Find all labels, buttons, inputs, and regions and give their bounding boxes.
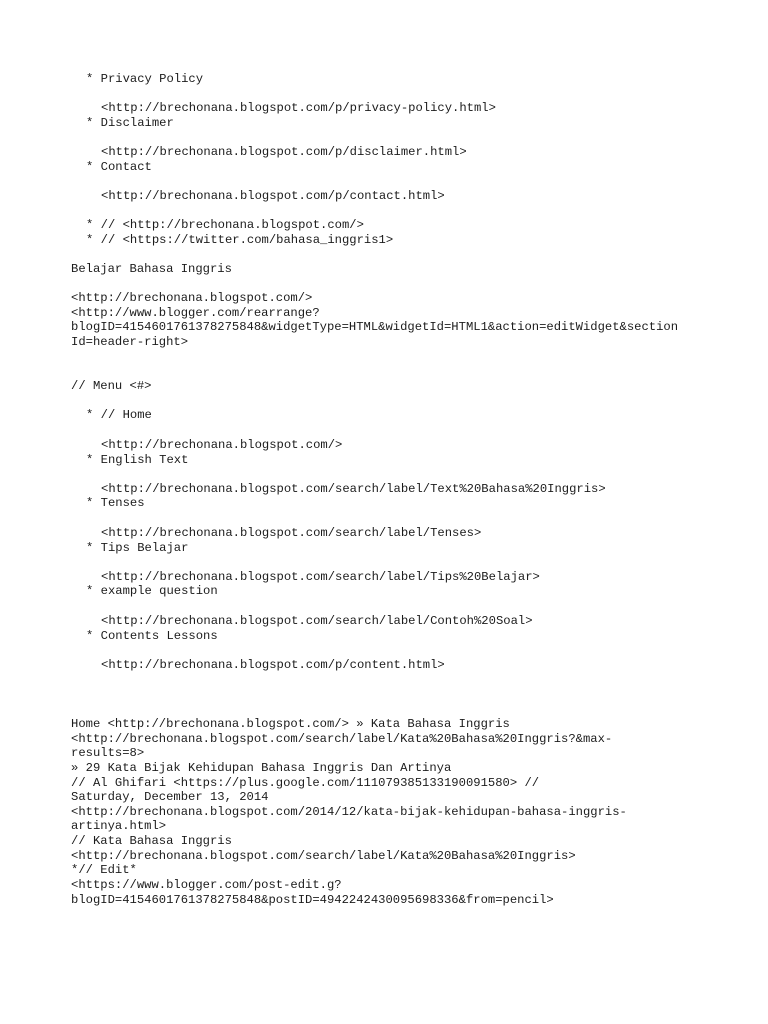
menu-item-contents-lessons-url[interactable]: <http://brechonana.blogspot.com/p/content.html> [101, 658, 445, 672]
disclaimer-url[interactable]: <http://brechonana.blogspot.com/p/disclaimer.html> [101, 145, 467, 159]
post-title-crumb: » 29 Kata Bijak Kehidupan Bahasa Inggris Dan Artinya [71, 761, 452, 775]
header-home-link[interactable]: <http://brechonana.blogspot.com/> [71, 291, 313, 305]
menu-item-home-url[interactable]: <http://brechonana.blogspot.com/> [101, 438, 343, 452]
post-label-url[interactable]: <http://brechonana.blogspot.com/search/label/Kata%20Bahasa%20Inggris> [71, 849, 576, 863]
breadcrumb-line[interactable]: Home <http://brechonana.blogspot.com/> » Kata Bahasa Inggris [71, 717, 510, 731]
menu-item-tips-belajar[interactable]: * Tips Belajar [86, 541, 189, 555]
disclaimer-link-label[interactable]: * Disclaimer [86, 116, 174, 130]
menu-item-tenses-url[interactable]: <http://brechonana.blogspot.com/search/label/Tenses> [101, 526, 482, 540]
header-rearrange-link-line[interactable]: <http://www.blogger.com/rearrange? [71, 306, 320, 320]
contact-link-label[interactable]: * Contact [86, 160, 152, 174]
menu-item-example-question-url[interactable]: <http://brechonana.blogspot.com/search/label/Contoh%20Soal> [101, 614, 533, 628]
privacy-policy-link-label[interactable]: * Privacy Policy [86, 72, 204, 86]
menu-item-tips-belajar-url[interactable]: <http://brechonana.blogspot.com/search/label/Tips%20Belajar> [101, 570, 540, 584]
post-label[interactable]: // Kata Bahasa Inggris [71, 834, 232, 848]
menu-item-home[interactable]: * // Home [86, 408, 152, 422]
header-rearrange-link-line[interactable]: Id=header-right> [71, 335, 189, 349]
breadcrumb-line[interactable]: <http://brechonana.blogspot.com/search/label/Kata%20Bahasa%20Inggris?&max- [71, 732, 613, 746]
header-rearrange-link-line[interactable]: blogID=4154601761378275848&widgetType=HTML&widgetId=HTML1&action=editWidget&section [71, 320, 679, 334]
privacy-policy-url[interactable]: <http://brechonana.blogspot.com/p/privacy-policy.html> [101, 101, 496, 115]
post-author[interactable]: // Al Ghifari <https://plus.google.com/111079385133190091580> // [71, 776, 540, 790]
home-social-link[interactable]: * // <http://brechonana.blogspot.com/> [86, 218, 364, 232]
menu-item-example-question[interactable]: * example question [86, 584, 218, 598]
post-permalink-line[interactable]: artinya.html> [71, 819, 167, 833]
menu-item-contents-lessons[interactable]: * Contents Lessons [86, 629, 218, 643]
contact-url[interactable]: <http://brechonana.blogspot.com/p/contact.html> [101, 189, 445, 203]
breadcrumb-line[interactable]: results=8> [71, 746, 145, 760]
menu-item-english-text[interactable]: * English Text [86, 453, 189, 467]
site-title: Belajar Bahasa Inggris [71, 262, 232, 276]
menu-item-english-text-url[interactable]: <http://brechonana.blogspot.com/search/label/Text%20Bahasa%20Inggris> [101, 482, 606, 496]
menu-item-tenses[interactable]: * Tenses [86, 496, 145, 510]
menu-heading[interactable]: // Menu <#> [71, 379, 152, 393]
edit-link-label[interactable]: *// Edit* [71, 863, 137, 877]
edit-link-url-line[interactable]: <https://www.blogger.com/post-edit.g? [71, 878, 342, 892]
twitter-social-link[interactable]: * // <https://twitter.com/bahasa_inggris1> [86, 233, 394, 247]
post-date: Saturday, December 13, 2014 [71, 790, 269, 804]
edit-link-url-line[interactable]: blogID=4154601761378275848&postID=4942242430095698336&from=pencil> [71, 893, 554, 907]
post-permalink-line[interactable]: <http://brechonana.blogspot.com/2014/12/kata-bijak-kehidupan-bahasa-inggris- [71, 805, 627, 819]
